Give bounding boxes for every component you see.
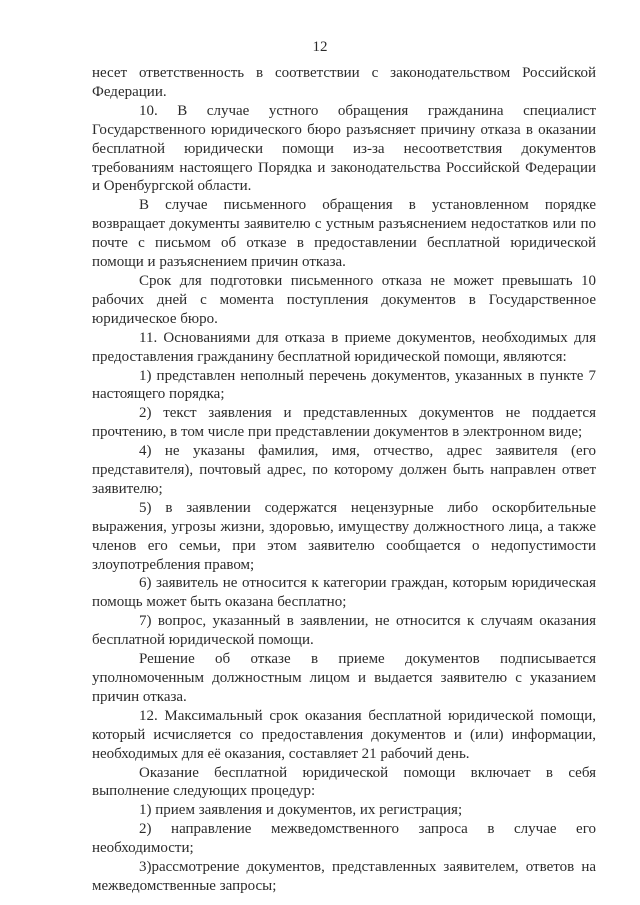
paragraph: 7) вопрос, указанный в заявлении, не относится к случаям оказания бесплатной юридической помощи. <box>92 613 596 649</box>
paragraph: 6) заявитель не относится к категории граждан, которым юридическая помощь может быть оказана бесплатно; <box>92 575 596 611</box>
paragraph: несет ответственность в соответствии с законодательством Российской Федерации. <box>92 65 596 100</box>
document-body <box>92 64 596 896</box>
paragraph: 5) в заявлении содержатся нецензурные либо оскорбительные выражения, угрозы жизни, здоровью, имуществу должностного лица, а также членов его семьи, при этом заявителю сообщается о недопустимости злоупотребления правом; <box>92 499 596 573</box>
page-number: 12 <box>312 39 328 55</box>
paragraph: В случае письменного обращения в установленном порядке возвращает документы заявителю с устным разъяснением недостатков или по почте с письмом об отказе в предоставлении бесплатной юридической помощи и разъяснением причин отказа. <box>92 197 596 271</box>
paragraph: 2) направление межведомственного запроса в случае его необходимости; <box>92 821 596 857</box>
paragraph: Решение об отказе в приеме документов подписывается уполномоченным должностным лицом и выдается заявителю с указанием причин отказа. <box>92 651 596 705</box>
paragraph: 1) представлен неполный перечень документов, указанных в пункте 7 настоящего порядка; <box>92 367 596 403</box>
paragraph: 10. В случае устного обращения гражданина специалист Государственного юридического бюро разъясняет причину отказа в оказании бесплатной юридически помощи из-за несоответствия документов требованиям настоящего Порядка и законодательства Российской Федерации и Оренбургской области. <box>92 102 596 195</box>
paragraph: 12. Максимальный срок оказания бесплатной юридической помощи, который исчисляется со предоставления документов и (или) информации, необходимых для её оказания, составляет 21 рабочий день. <box>92 707 596 762</box>
paragraph: 2) текст заявления и представленных документов не поддается прочтению, в том числе при представлении документов в электронном виде; <box>92 405 596 441</box>
paragraph: Срок для подготовки письменного отказа не может превышать 10 рабочих дней с момента поступления документов в Государственное юридическое бюро. <box>92 272 596 327</box>
paragraph: Оказание бесплатной юридической помощи включает в себя выполнение следующих процедур: <box>92 764 596 800</box>
paragraph: 1) прием заявления и документов, их регистрация; <box>139 802 463 819</box>
paragraph: 11. Основаниями для отказа в приеме документов, необходимых для предоставления гражданину бесплатной юридической помощи, являются: <box>92 329 596 365</box>
paragraph: 3)рассмотрение документов, представленных заявителем, ответов на межведомственные запросы; <box>92 859 596 894</box>
paragraph: 4) не указаны фамилия, имя, отчество, адрес заявителя (его представителя), почтовый адрес, по которому должен быть направлен ответ заявителю; <box>92 443 596 497</box>
